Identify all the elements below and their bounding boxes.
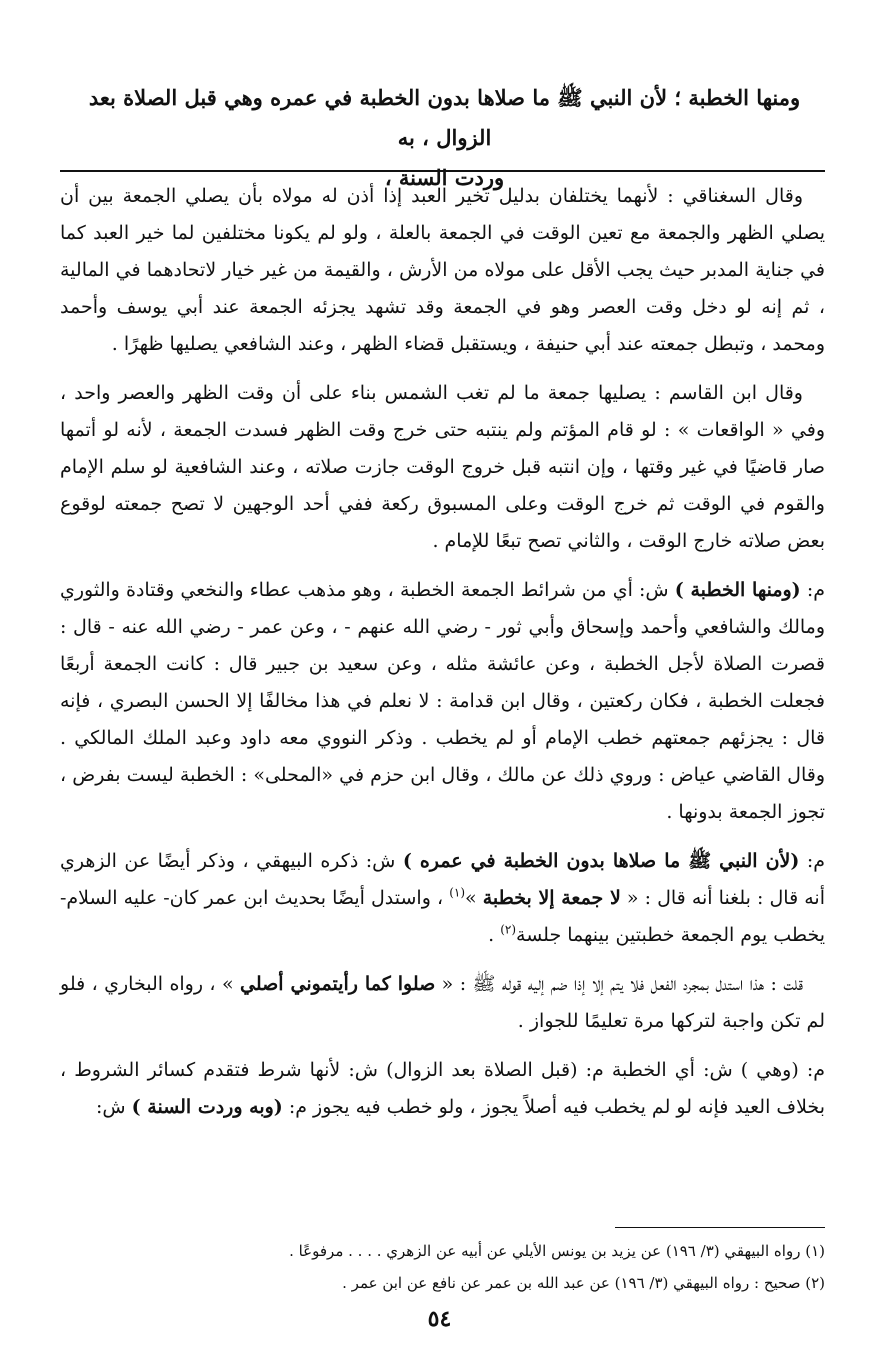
paragraph-khutba-condition: [60, 572, 825, 831]
commentary-text: قلت : هذا استدل بمجرد الفعل فلا يتم إلا إذا ضم إليه قوله ﷺ : «: [435, 973, 803, 995]
page-number: ٥٤: [427, 1306, 452, 1332]
hadith-quote: لا جمعة إلا بخطبة: [482, 887, 621, 909]
paragraph-ibn-qasim: وقال ابن القاسم : يصليها جمعة ما لم تغب الشمس بناء على أن وقت الظهر والعصر واحد ، وفي « الواقعات » : لو قام المؤتم ولم ينتبه حتى خرج وقت الظهر فسدت الجمعة ، لأنه لو أتمها صار قاضيًا في غير وقتها ، وإن انتبه قبل خروج الوقت جازت صلاته ، وعند الشافعية لو سلم الإمام والقوم في الوقت ثم خرج الوقت وعلى المسبوق ركعة ففي أحد الوجهين لا تصح جمعته لوقوع بعض صلاته خارج الوقت ، والثاني تصح تبعًا للإمام .: [60, 382, 825, 552]
hadith-quote: صلوا كما رأيتموني أصلي: [240, 973, 436, 995]
matn-line-2: وردت السنة ،: [384, 165, 505, 190]
paragraph-sighnaqi: وقال السغناقي : لأنهما يختلفان بدليل تخير العبد إذا أذن له مولاه بأن يصلي الجمعة بين أن يصلي الظهر والجمعة مع تعين الوقت في الجمعة بالعلة ، ولو لم يكونا مختلفين لما خير العبد كما في جناية المدبر حيث يجب الأقل على مولاه من الأرش ، والقيمة من غير خيار لاتحادهما في المالية ، ثم إنه لو دخل وقت العصر وهو في الجمعة وقد تشهد يجزئه الجمعة عند أبي يوسف وأحمد ومحمد ، وتبطل جمعته عند أبي حنيفة ، ويستقبل قضاء الظهر ، وعند الشافعي يصليها ظهرًا .: [60, 185, 825, 355]
commentary-text: م: (وهي ) ش: أي الخطبة م: (قبل الصلاة بعد الزوال) ش: لأنها شرط فتقدم كسائر الشروط ، بخلاف العيد فإنه لو لم يخطب فيه أصلاً يجوز ، ولو خطب فيه يجوز م:: [60, 1059, 825, 1118]
matn-quote: (لأن النبي ﷺ ما صلاها بدون الخطبة في عمره ): [402, 850, 800, 872]
commentary-text: » ، رواه البخاري ، فلو لم تكن واجبة لتركها مرة تعليمًا للجواز .: [60, 973, 825, 1032]
footnotes: [60, 1235, 825, 1299]
sentence-end: .: [488, 924, 501, 946]
commentary-text: ش: أي من شرائط الجمعة الخطبة ، وهو مذهب عطاء والنخعي وقتادة والثوري ومالك والشافعي وأحمد وإسحاق وأبي ثور - رضي الله عنهم - ، وعن عمر - رضي الله عنه - قال : قصرت الصلاة لأجل الخطبة ، وعن عائشة مثله ، وعن سعيد بن جبير قال : كانت الجمعة أربعًا فجعلت الخطبة ، فكان ركعتين ، وقال ابن قدامة : لا نعلم في هذا مخالفًا إلا الحسن البصري ، فإنه قال : يجزئهم جمعتهم خطب الإمام أو لم يخطب . وذكر النووي معه داود وعبد الملك المالكي . وقال القاضي عياض : وروي ذلك عن مالك ، وقال ابن حزم في «المحلى» : الخطبة ليست بفرض ، تجوز الجمعة بدونها .: [60, 579, 825, 823]
matn-marker: م:: [799, 850, 825, 872]
paragraph-prophet-practice: [60, 843, 825, 954]
commentary-text: ، واستدل أيضًا بحديث ابن عمر كان- عليه السلام- يخطب يوم الجمعة خطبتين بينهما جلسة: [60, 887, 825, 946]
quote-close: »: [465, 887, 483, 909]
paragraph-timing: [60, 1052, 825, 1126]
matn-quote: (وبه وردت السنة ): [131, 1096, 283, 1118]
header-divider: [60, 170, 825, 172]
commentary-text: ش: ذكره البيهقي ، وذكر أيضًا عن الزهري أنه قال : بلغنا أنه قال : «: [60, 850, 825, 909]
footnote-2: (٢) صحيح : رواه البيهقي (٣/ ١٩٦) عن عبد الله بن عمر عن نافع عن ابن عمر .: [342, 1274, 825, 1292]
paragraph-qultu: [60, 966, 825, 1040]
footnote-1: (١) رواه البيهقي (٣/ ١٩٦) عن يزيد بن يونس الأيلي عن أبيه عن الزهري . . . . مرفوعًا .: [289, 1242, 825, 1260]
footnote-ref-2[interactable]: (٢): [500, 922, 517, 937]
footnote-divider: [615, 1227, 825, 1228]
commentary-text: ش:: [96, 1096, 132, 1118]
matn-marker: م:: [800, 579, 825, 601]
matn-line-1: ومنها الخطبة ؛ لأن النبي ﷺ ما صلاها بدون الخطبة في عمره وهي قبل الصلاة بعد الزوال ، به: [88, 85, 801, 150]
matn-quote: (ومنها الخطبة ): [674, 579, 801, 601]
commentary-body: [60, 178, 825, 1138]
footnote-ref-1[interactable]: (١): [449, 885, 466, 900]
